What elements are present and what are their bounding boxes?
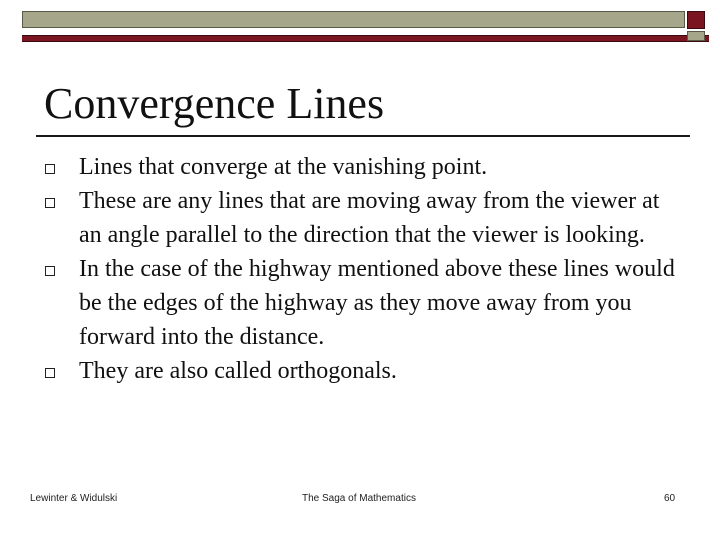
bullet-text: They are also called orthogonals. — [79, 358, 397, 384]
footer-authors: Lewinter & Widulski — [30, 493, 118, 504]
decorative-header-bars — [22, 11, 709, 42]
title-divider — [36, 135, 690, 137]
olive-corner-square — [687, 31, 705, 41]
bullet-item — [44, 354, 684, 388]
footer-book-title: The Saga of Mathematics — [302, 493, 416, 504]
hollow-square-bullet-icon — [45, 368, 55, 378]
footer-page-number: 60 — [664, 493, 676, 504]
bullet-item — [44, 252, 684, 354]
olive-header-bar — [22, 11, 685, 28]
bullet-item — [44, 184, 684, 252]
hollow-square-bullet-icon — [45, 164, 55, 174]
bullet-item — [44, 150, 684, 184]
slide-title: Convergence Lines — [44, 79, 385, 128]
maroon-header-bar — [22, 35, 709, 42]
bullet-text: Lines that converge at the vanishing point. — [79, 154, 488, 180]
hollow-square-bullet-icon — [45, 198, 55, 208]
hollow-square-bullet-icon — [45, 266, 55, 276]
bullet-list — [44, 150, 684, 388]
maroon-corner-square — [687, 11, 705, 29]
bullet-text: These are any lines that are moving away from the viewer at an angle parallel to the direction that the viewer is looking. — [79, 188, 660, 248]
bullet-text: In the case of the highway mentioned above these lines would be the edges of the highway as they move away from you forward into the distance. — [79, 256, 675, 350]
